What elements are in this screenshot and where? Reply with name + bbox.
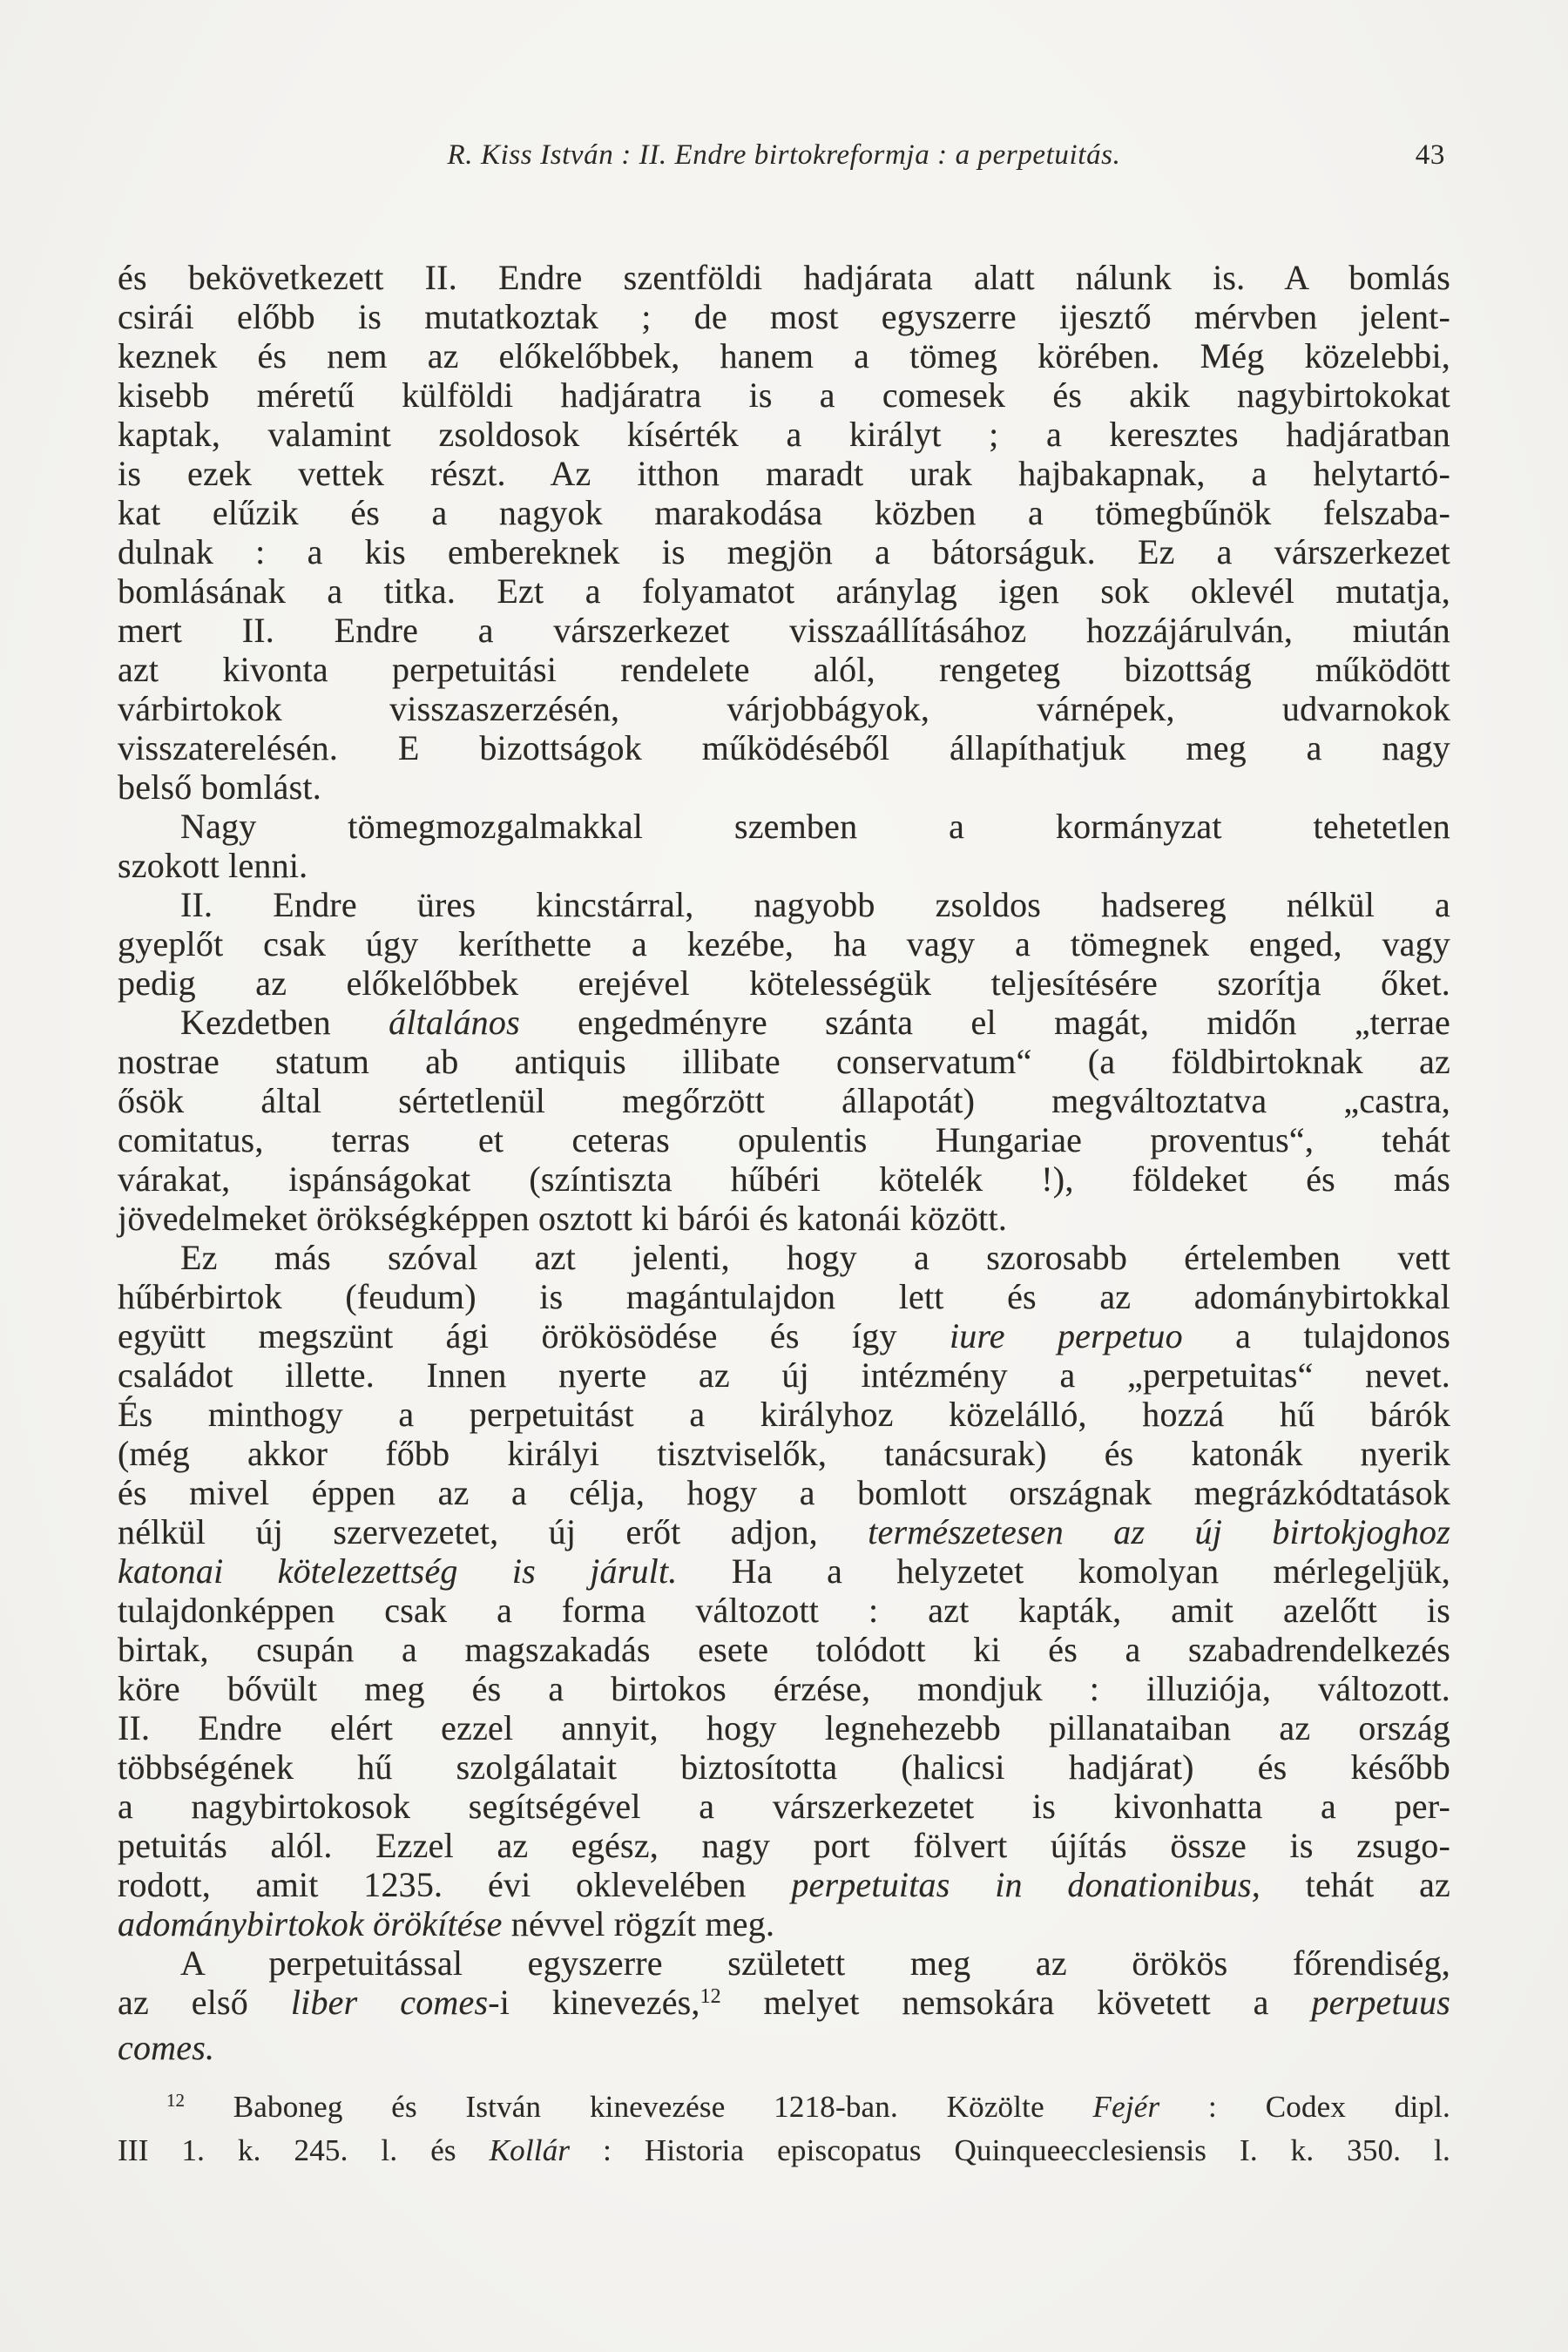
text-line xyxy=(118,1355,1450,1395)
text-run: a tulajdonos xyxy=(1182,1316,1450,1355)
text-line xyxy=(118,336,1450,375)
text-run: II. Endre elért ezzel annyit, hogy legnehezebb pillanataiban az ország xyxy=(118,1708,1450,1747)
text-run: Baboneg és István kinevezése 1218-ban. Közölte xyxy=(185,2090,1093,2124)
text-line xyxy=(118,375,1450,415)
text-line xyxy=(118,650,1450,689)
text-run: Ha a helyzetet komolyan mérlegeljük, xyxy=(677,1551,1450,1591)
text-run: liber comes xyxy=(290,1983,489,2022)
footnote xyxy=(118,2087,1450,2171)
text-run: várbirtokok visszaszerzésén, várjobbágyok, várnépek, udvarnokok xyxy=(118,689,1450,728)
text-line xyxy=(118,1708,1450,1747)
text-run: általános xyxy=(389,1003,520,1042)
text-line xyxy=(118,1042,1450,1081)
text-line xyxy=(118,1277,1450,1316)
text-run: bomlásának a titka. Ezt a folyamatot aránylag igen sok oklevél mutatja, xyxy=(118,571,1450,611)
text-run: dulnak : a kis embereknek is megjön a bátorságuk. Ez a várszerkezet xyxy=(118,532,1450,571)
text-line xyxy=(118,1473,1450,1512)
running-title: R. Kiss István : II. Endre birtokreformja : a perpetuitás. xyxy=(447,139,1121,171)
text-run: rodott, amit 1235. évi oklevelében xyxy=(118,1865,792,1904)
text-run: : Codex dipl. xyxy=(1159,2090,1450,2124)
text-run: csirái előbb is mutatkoztak ; de most egyszerre ijesztő mérvben jelent- xyxy=(118,297,1450,336)
text-run: kisebb méretű külföldi hadjáratra is a comesek és akik nagybirtokokat xyxy=(118,375,1450,415)
text-run: iure perpetuo xyxy=(949,1316,1183,1355)
text-run: Kollár xyxy=(489,2133,571,2167)
text-run: azt kivonta perpetuitási rendelete alól, rengeteg bizottság működött xyxy=(118,650,1450,689)
text-line xyxy=(118,1787,1450,1826)
text-run: belső bomlást. xyxy=(118,767,321,807)
footnote-marker: 12 xyxy=(700,1984,721,2008)
text-line xyxy=(118,846,1450,885)
text-line xyxy=(118,767,1450,807)
text-line xyxy=(118,2028,1450,2067)
text-line xyxy=(118,1747,1450,1787)
text-line xyxy=(118,2131,1450,2171)
text-run: nélkül új szervezetet, új erőt adjon, xyxy=(118,1512,868,1551)
text-run: keznek és nem az előkelőbbek, hanem a tömeg körében. Még közelebbi, xyxy=(118,336,1450,375)
text-line xyxy=(118,1512,1450,1551)
text-line xyxy=(118,1669,1450,1708)
text-line xyxy=(118,728,1450,767)
text-line xyxy=(118,1591,1450,1630)
text-run: ősök által sértetlenül megőrzött állapotát) megváltoztatva „castra, xyxy=(118,1081,1450,1120)
text-run: pedig az előkelőbbek erejével kötelességük teljesítésére szorítja őket. xyxy=(118,963,1450,1003)
text-line xyxy=(118,415,1450,454)
text-run: birtak, csupán a magszakadás esete tolódott ki és a szabadrendelkezés xyxy=(118,1630,1450,1669)
text-line xyxy=(118,1395,1450,1434)
text-run: várakat, ispánságokat (színtiszta hűbéri kötelék !), földeket és más xyxy=(118,1159,1450,1199)
text-run: perpetuitas in donationibus, xyxy=(791,1865,1260,1904)
text-run: Ez más szóval azt jelenti, hogy a szorosabb értelemben vett xyxy=(180,1238,1450,1277)
text-run: is ezek vettek részt. Az itthon maradt urak hajbakapnak, a helytartó- xyxy=(118,454,1450,493)
text-line xyxy=(118,1159,1450,1199)
text-run: Kezdetben xyxy=(180,1003,389,1042)
text-line xyxy=(118,532,1450,571)
text-run: kaptak, valamint zsoldosok kísérték a királyt ; a keresztes hadjáratban xyxy=(118,415,1450,454)
text-run: Nagy tömegmozgalmakkal szemben a kormányzat tehetetlen xyxy=(180,807,1450,846)
text-run: nostrae statum ab antiquis illibate conservatum“ (a földbirtoknak az xyxy=(118,1042,1450,1081)
text-run: tulajdonképpen csak a forma változott : azt kapták, amit azelőtt is xyxy=(118,1591,1450,1630)
text-line xyxy=(118,1943,1450,1983)
text-run: katonai kötelezettség is járult. xyxy=(118,1551,678,1591)
text-run: szokott lenni. xyxy=(118,846,308,885)
text-line xyxy=(118,1003,1450,1042)
text-run: természetesen az új birtokjoghoz xyxy=(868,1512,1450,1551)
text-run: és mivel éppen az a célja, hogy a bomlott országnak megrázkódtatások xyxy=(118,1473,1450,1512)
text-line xyxy=(118,297,1450,336)
text-run: mert II. Endre a várszerkezet visszaállításához hozzájárulván, miután xyxy=(118,611,1450,650)
text-run: a nagybirtokosok segítségével a várszerkezetet is kivonhatta a per- xyxy=(118,1787,1450,1826)
body-text xyxy=(118,258,1450,2067)
text-run: II. Endre üres kincstárral, nagyobb zsoldos hadsereg nélkül a xyxy=(180,885,1450,924)
text-run: adománybirtokok örökítése xyxy=(118,1904,503,1943)
text-line xyxy=(118,1551,1450,1591)
text-line xyxy=(118,1081,1450,1120)
text-line xyxy=(118,1316,1450,1355)
text-run: köre bővült meg és a birtokos érzése, mondjuk : illuziója, változott. xyxy=(118,1669,1450,1708)
text-run: És minthogy a perpetuitást a királyhoz közelálló, hozzá hű bárók xyxy=(118,1395,1450,1434)
text-line xyxy=(118,454,1450,493)
text-line xyxy=(118,2087,1450,2131)
text-line xyxy=(118,1904,1450,1943)
text-run: tehát az xyxy=(1260,1865,1451,1904)
page-header xyxy=(118,139,1450,181)
text-line xyxy=(118,1983,1450,2028)
text-run: kat elűzik és a nagyok marakodása közben a tömegbűnök felszaba- xyxy=(118,493,1450,532)
text-run: névvel rögzít meg. xyxy=(502,1904,775,1943)
text-run: családot illette. Innen nyerte az új intézmény a „perpetuitas“ nevet. xyxy=(118,1355,1450,1395)
text-run: gyeplőt csak úgy keríthette a kezébe, ha vagy a tömegnek enged, vagy xyxy=(118,924,1450,963)
text-line xyxy=(118,1826,1450,1865)
text-line xyxy=(118,493,1450,532)
text-line xyxy=(118,885,1450,924)
text-line xyxy=(118,963,1450,1003)
text-line xyxy=(118,1238,1450,1277)
text-line xyxy=(118,1199,1450,1238)
text-run: : Historia episcopatus Quinqueecclesiensis I. k. 350. l. xyxy=(570,2133,1450,2167)
footnote-marker: 12 xyxy=(166,2090,185,2112)
text-run: jövedelmeket örökségképpen osztott ki bárói és katonái között. xyxy=(118,1199,1008,1238)
text-run: A perpetuitással egyszerre született meg az örökös főrendiség, xyxy=(180,1943,1450,1983)
text-run: comitatus, terras et ceteras opulentis Hungariae proventus“, tehát xyxy=(118,1120,1450,1159)
text-line xyxy=(118,1865,1450,1904)
page-number: 43 xyxy=(1415,139,1445,171)
text-line xyxy=(118,1120,1450,1159)
text-line xyxy=(118,1434,1450,1473)
text-run: többségének hű szolgálatait biztosította (halicsi hadjárat) és később xyxy=(118,1747,1450,1787)
text-line xyxy=(118,689,1450,728)
text-run: comes. xyxy=(118,2028,215,2067)
text-run: az első xyxy=(118,1983,291,2022)
text-run: perpetuus xyxy=(1311,1983,1450,2022)
text-line xyxy=(118,924,1450,963)
text-run: együtt megszünt ági örökösödése és így xyxy=(118,1316,950,1355)
text-run: és bekövetkezett II. Endre szentföldi hadjárata alatt nálunk is. A bomlás xyxy=(118,258,1450,297)
text-run: melyet nemsokára követett a xyxy=(720,1983,1312,2022)
text-line xyxy=(118,1630,1450,1669)
text-run: hűbérbirtok (feudum) is magántulajdon lett és az adománybirtokkal xyxy=(118,1277,1450,1316)
text-line xyxy=(118,807,1450,846)
text-line xyxy=(118,611,1450,650)
text-run: -i kinevezés, xyxy=(488,1983,700,2022)
text-line xyxy=(118,571,1450,611)
text-run: petuitás alól. Ezzel az egész, nagy port fölvert újítás össze is zsugo- xyxy=(118,1826,1450,1865)
text-run: Fejér xyxy=(1092,2090,1160,2124)
text-run: (még akkor főbb királyi tisztviselők, tanácsurak) és katonák nyerik xyxy=(118,1434,1450,1473)
text-line xyxy=(118,258,1450,297)
text-run: engedményre szánta el magát, midőn „terrae xyxy=(519,1003,1451,1042)
text-run: III 1. k. 245. l. és xyxy=(118,2133,490,2167)
text-run: visszaterelésén. E bizottságok működéséből állapíthatjuk meg a nagy xyxy=(118,728,1450,767)
